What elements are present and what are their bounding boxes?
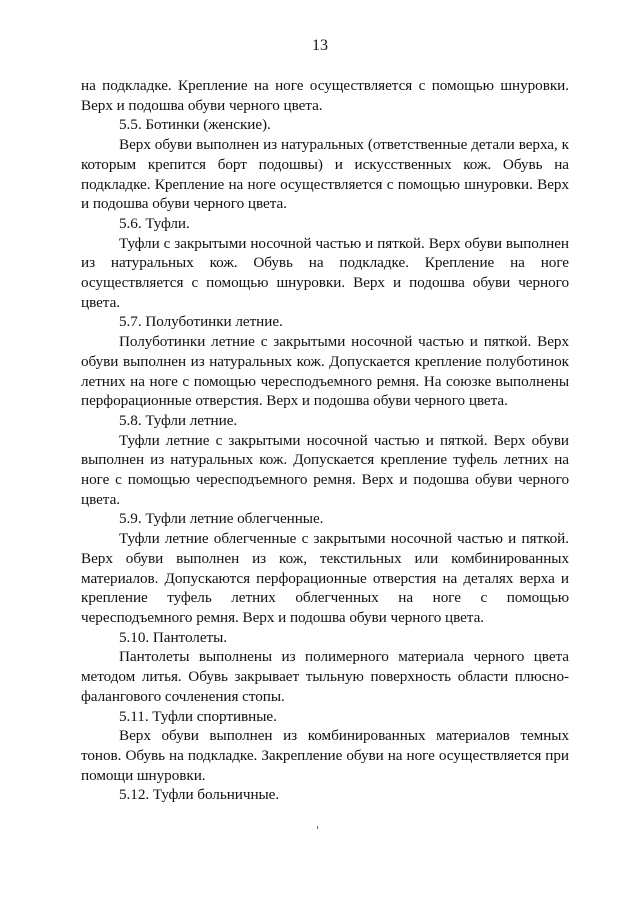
section-heading-5-9: 5.9. Туфли летние облегченные. bbox=[119, 510, 324, 528]
paragraph-5-6: Туфли с закрытыми носочной частью и пяткой. Верх обуви выполнен из натуральных кож. Обувь на подкладке. Крепление на ноге осуществляется с помощью шнуровки. Верх и подошва обуви черного цвета. bbox=[81, 234, 569, 311]
paragraph-5-9: Туфли летние облегченные с закрытыми носочной частью и пяткой. Верх обуви выполнен из кож, текстильных или комбинированных материалов. Допускаются перфорационные отверстия на деталях верха и крепление туфель летних облегченных на ноге с помощью чересподъемного ремня. Верх и подошва обуви черного цвета. bbox=[81, 530, 569, 626]
paragraph-continuation: на подкладке. Крепление на ноге осуществляется с помощью шнуровки. Верх и подошва обуви черного цвета. bbox=[81, 77, 569, 114]
section-heading-5-6: 5.6. Туфли. bbox=[119, 214, 190, 232]
paragraph-5-8: Туфли летние с закрытыми носочной частью и пяткой. Верх обуви выполнен из натуральных кож. Допускается крепление туфель летних на ноге с помощью чересподъемного ремня. Верх и подошва обуви черного цвета. bbox=[81, 431, 569, 508]
section-heading-5-8: 5.8. Туфли летние. bbox=[119, 411, 238, 429]
paragraph-5-11: Верх обуви выполнен из комбинированных материалов темных тонов. Обувь на подкладке. Закрепление обуви на ноге осуществляется при помощи шнуровки. bbox=[81, 727, 569, 784]
section-heading-5-11: 5.11. Туфли спортивные. bbox=[119, 707, 277, 725]
section-heading-5-12: 5.12. Туфли больничные. bbox=[119, 786, 280, 804]
document-body bbox=[81, 76, 569, 805]
paragraph-5-5: Верх обуви выполнен из натуральных (ответственные детали верха, к которым крепится борт подошвы) и искусственных кож. Обувь на подкладке. Крепление на ноге осуществляется с помощью шнуровки. Верх и подошва обуви черного цвета. bbox=[81, 136, 569, 213]
paragraph-5-7: Полуботинки летние с закрытыми носочной частью и пяткой. Верх обуви выполнен из натуральных кож. Допускается крепление полуботинок летних на ноге с помощью чересподъемного ремня. На союзке выполнены перфорационные отверстия. Верх и подошва обуви черного цвета. bbox=[81, 333, 569, 410]
page-number: 13 bbox=[312, 37, 328, 54]
scan-speck bbox=[317, 826, 318, 829]
section-heading-5-10: 5.10. Пантолеты. bbox=[119, 628, 227, 646]
paragraph-5-10: Пантолеты выполнены из полимерного материала черного цвета методом литья. Обувь закрывает тыльную поверхность области плюсно-фалангового сочленения стопы. bbox=[81, 648, 569, 705]
section-heading-5-7: 5.7. Полуботинки летние. bbox=[119, 313, 283, 331]
section-heading-5-5: 5.5. Ботинки (женские). bbox=[119, 116, 271, 134]
